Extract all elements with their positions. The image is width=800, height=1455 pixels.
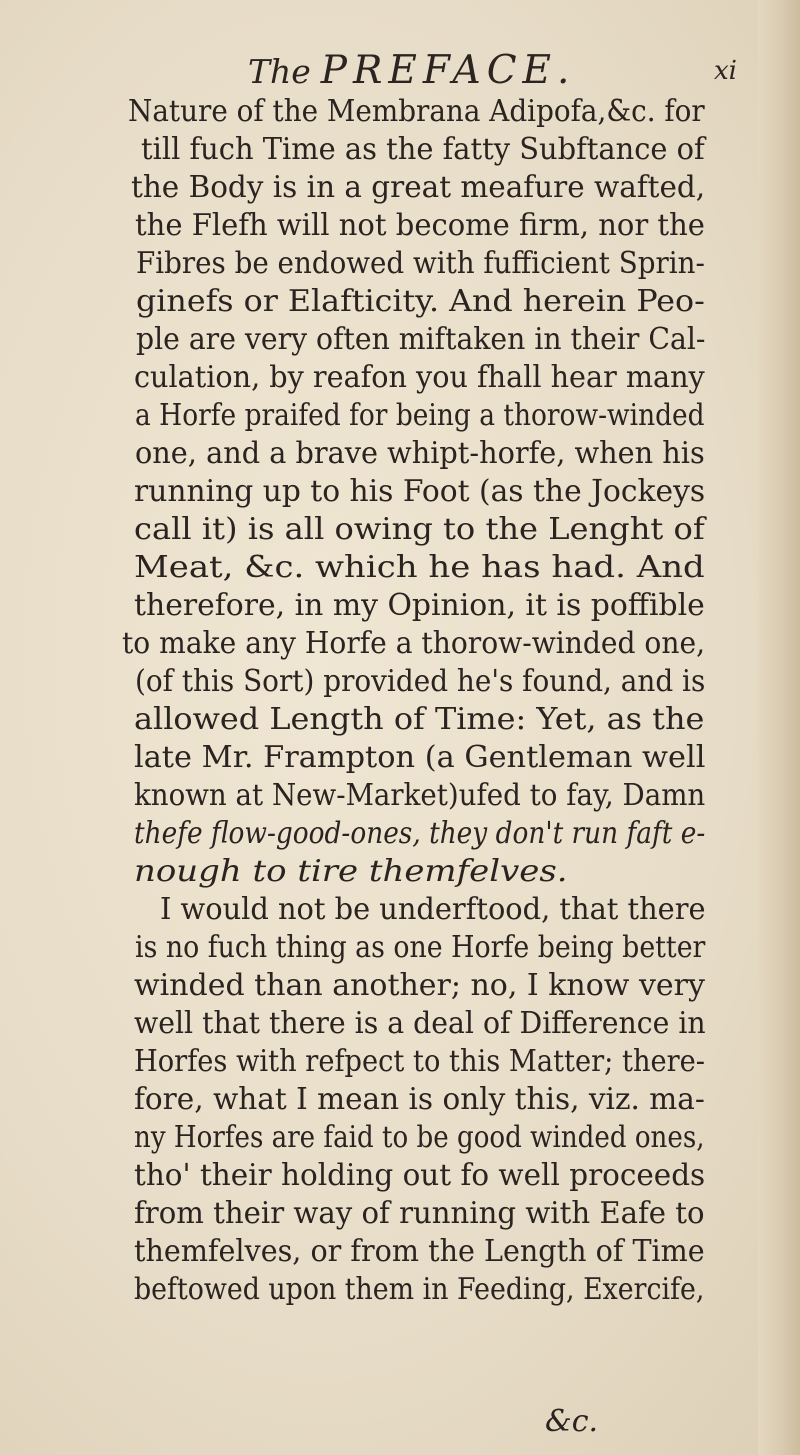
text-line: running up to his Foot (as the Jockeys [134, 474, 706, 508]
text-line: allowed Length of Time: Yet, as the [134, 702, 705, 736]
text-line: ple are very often miftaken in their Cal- [136, 322, 706, 356]
text-line: Horfes with refpect to this Matter; there- [134, 1044, 706, 1078]
text-line: the Flefh will not become firm, nor the [135, 208, 705, 242]
text-line: (of this Sort) provided he's found, and is [135, 664, 706, 698]
text-line: thefe flow-good-ones, they don't run faft e- [134, 816, 706, 850]
text-line: well that there is a deal of Difference in [134, 1006, 706, 1040]
text-line: Meat, &c. which he has had. And [134, 550, 705, 584]
text-line: one, and a brave whipt-horfe, when his [135, 436, 705, 470]
text-line: a Horfe praifed for being a thorow-winded [135, 398, 705, 432]
text-line: culation, by reafon you fhall hear many [134, 360, 705, 394]
text-line: I would not be underftood, that there [160, 892, 706, 926]
text-line: winded than another; no, I know very [134, 968, 705, 1002]
text-line: therefore, in my Opinion, it is poffible [134, 588, 705, 622]
text-line: the Body is in a great meafure wafted, [131, 170, 706, 204]
text-line: ginefs or Elafticity. And herein Peo- [136, 284, 705, 318]
text-line: from their way of running with Eafe to [134, 1196, 705, 1230]
text-line: fore, what I mean is only this, viz. ma- [134, 1082, 705, 1116]
text-line: call it) is all owing to the Lenght of [134, 512, 705, 546]
page-number: xi [714, 56, 737, 86]
text-line: late Mr. Frampton (a Gentleman well [134, 740, 706, 774]
text-line: themfelves, or from the Length of Time [134, 1234, 705, 1268]
text-line: till fuch Time as the fatty Subftance of [141, 132, 705, 166]
text-line: tho' their holding out fo well proceeds [134, 1158, 706, 1192]
text-line: to make any Horfe a thorow-winded one, [122, 626, 706, 660]
text-line: ny Horfes are faid to be good winded ones, [134, 1120, 705, 1154]
text-line: nough to tire themfelves. [134, 854, 568, 888]
text-line: Nature of the Membrana Adipofa,&c. for [128, 94, 705, 128]
text-line: is no fuch thing as one Horfe being better [135, 930, 706, 964]
header-preface: PREFACE. [320, 48, 576, 93]
text-line: beftowed upon them in Feeding, Exercife, [134, 1272, 705, 1306]
closing-etc: &c. [545, 1404, 599, 1439]
text-line: Fibres be endowed with fufficient Sprin- [136, 246, 705, 280]
header-the: The [248, 52, 311, 91]
text-line: known at New-Market)ufed to fay, Damn [134, 778, 706, 812]
